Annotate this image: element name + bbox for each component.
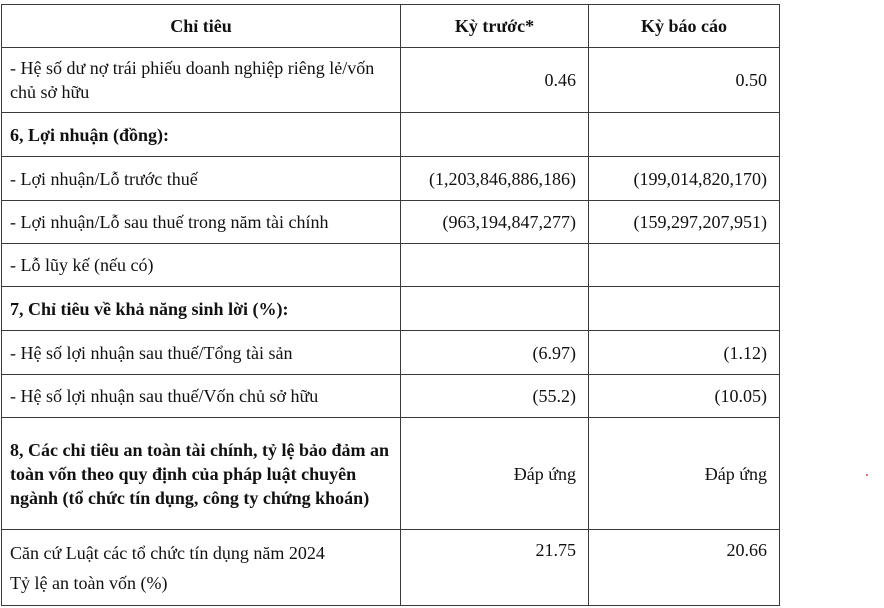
report-value (589, 287, 780, 331)
prior-value: Đáp ứng (401, 418, 589, 530)
row-label: - Hệ số lợi nhuận sau thuế/Vốn chủ sở hữu (2, 375, 401, 418)
section-row (2, 418, 780, 530)
row-label: - Hệ số lợi nhuận sau thuế/Tổng tài sản (2, 331, 401, 375)
table-row (2, 157, 780, 201)
report-value: (10.05) (589, 375, 780, 418)
report-value (589, 113, 780, 157)
prior-value: 21.75 (401, 530, 589, 606)
report-value: 0.50 (589, 48, 780, 113)
row-label: - Lợi nhuận/Lỗ trước thuế (2, 157, 401, 201)
section-label: 6, Lợi nhuận (đồng): (2, 113, 401, 157)
prior-value: (963,194,847,277) (401, 201, 589, 244)
financial-indicators-table (1, 4, 780, 606)
report-value: (159,297,207,951) (589, 201, 780, 244)
table-row (2, 530, 780, 606)
prior-value: (6.97) (401, 331, 589, 375)
report-value: Đáp ứng (589, 418, 780, 530)
report-value: (199,014,820,170) (589, 157, 780, 201)
prior-value: 0.46 (401, 48, 589, 113)
header-row (2, 5, 780, 48)
header-prior-period: Kỳ trước* (401, 5, 589, 48)
header-indicator: Chỉ tiêu (2, 5, 401, 48)
table-row (2, 48, 780, 113)
section-row (2, 113, 780, 157)
prior-value: (55.2) (401, 375, 589, 418)
table-row (2, 244, 780, 287)
table-row (2, 375, 780, 418)
table-row (2, 201, 780, 244)
row-label (2, 530, 401, 606)
section-row (2, 287, 780, 331)
stray-mark (866, 474, 868, 476)
row-label-line-2: Tỷ lệ an toàn vốn (%) (10, 572, 168, 593)
row-label: - Hệ số dư nợ trái phiếu doanh nghiệp riêng lẻ/vốn chủ sở hữu (2, 48, 401, 113)
header-report-period: Kỳ báo cáo (589, 5, 780, 48)
table-row (2, 331, 780, 375)
row-label: - Lỗ lũy kế (nếu có) (2, 244, 401, 287)
row-label-line-1: Căn cứ Luật các tổ chức tín dụng năm 2024 (10, 542, 325, 563)
section-label: 8, Các chỉ tiêu an toàn tài chính, tỷ lệ bảo đảm an toàn vốn theo quy định của pháp luật chuyên ngành (tổ chức tín dụng, công ty chứng khoán) (2, 418, 401, 530)
prior-value: (1,203,846,886,186) (401, 157, 589, 201)
prior-value (401, 244, 589, 287)
prior-value (401, 113, 589, 157)
row-label: - Lợi nhuận/Lỗ sau thuế trong năm tài chính (2, 201, 401, 244)
prior-value (401, 287, 589, 331)
report-value (589, 244, 780, 287)
report-value: 20.66 (589, 530, 780, 606)
section-label: 7, Chỉ tiêu về khả năng sinh lời (%): (2, 287, 401, 331)
report-value: (1.12) (589, 331, 780, 375)
